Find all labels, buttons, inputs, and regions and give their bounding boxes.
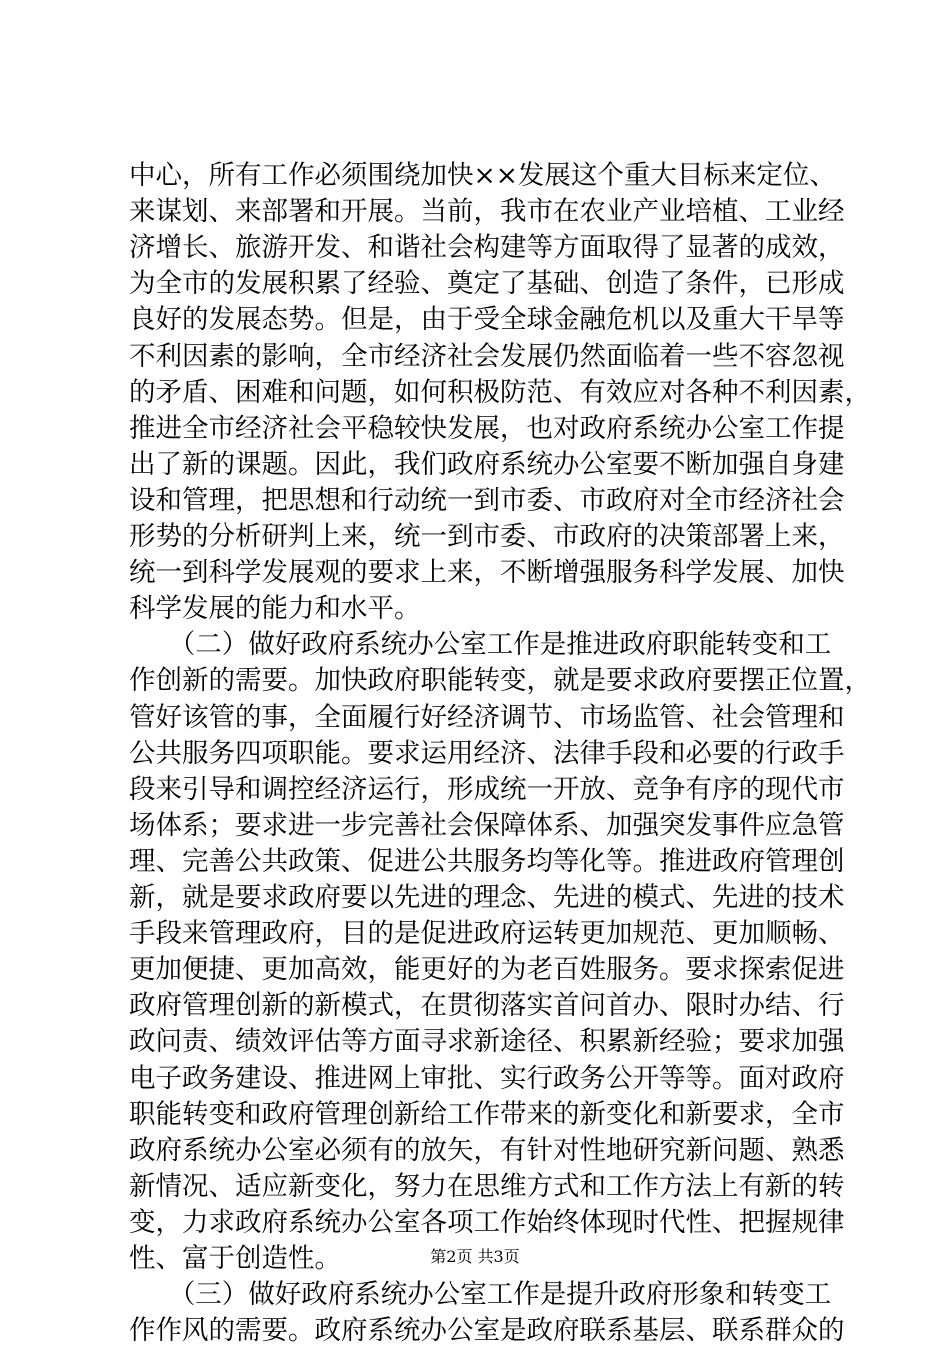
text-line: （三）做好政府系统办公室工作是提升政府形象和转变工	[129, 1279, 832, 1311]
text-line: 场体系；要求进一步完善社会保障体系、加强突发事件应急管	[129, 809, 845, 841]
text-line: 设和管理，把思想和行动统一到市委、市政府对全市经济社会	[129, 484, 845, 516]
text-line: 推进全市经济社会平稳较快发展，也对政府系统办公室工作提	[129, 412, 845, 444]
text-line: 统一到科学发展观的要求上来，不断增强服务科学发展、加快	[129, 557, 845, 589]
text-line: 电子政务建设、推进网上审批、实行政务公开等等。面对政府	[129, 1062, 845, 1094]
text-line: 中心，所有工作必须围绕加快××发展这个重大目标来定位、	[129, 160, 836, 191]
text-line: 变，力求政府系统办公室各项工作始终体现时代性、把握规律	[129, 1206, 845, 1238]
text-line: 科学发展的能力和水平。	[129, 593, 421, 625]
text-line: 职能转变和政府管理创新给工作带来的新变化和新要求，全市	[129, 1098, 845, 1130]
text-line: 理、完善公共政策、促进公共服务均等化等。推进政府管理创	[129, 845, 845, 877]
page-footer: 第2页 共3页	[430, 1247, 520, 1266]
text-line: 性、富于创造性。	[129, 1243, 341, 1274]
text-line: 出了新的课题。因此，我们政府系统办公室要不断加强自身建	[129, 448, 845, 480]
text-line: 段来引导和调控经济运行，形成统一开放、竞争有序的现代市	[129, 773, 845, 805]
text-line: 政问责、绩效评估等方面寻求新途径、积累新经验；要求加强	[129, 1026, 845, 1058]
text-line: 济增长、旅游开发、和谐社会构建等方面取得了显著的成效，	[129, 232, 845, 264]
text-line: 作作风的需要。政府系统办公室是政府联系基层、联系群众的	[129, 1315, 845, 1347]
text-line: 管好该管的事，全面履行好经济调节、市场监管、社会管理和	[129, 701, 845, 733]
text-line: 公共服务四项职能。要求运用经济、法律手段和必要的行政手	[129, 737, 845, 769]
text-line: 作创新的需要。加快政府职能转变，就是要求政府要摆正位置，	[129, 665, 871, 697]
text-line: 来谋划、来部署和开展。当前，我市在农业产业培植、工业经	[129, 196, 845, 228]
text-line: （二）做好政府系统办公室工作是推进政府职能转变和工	[129, 629, 832, 661]
text-line: 新，就是要求政府要以先进的理念、先进的模式、先进的技术	[129, 882, 845, 913]
text-line: 形势的分析研判上来，统一到市委、市政府的决策部署上来，	[129, 521, 845, 552]
text-line: 政府管理创新的新模式，在贯彻落实首问首办、限时办结、行	[129, 990, 845, 1022]
text-line: 更加便捷、更加高效，能更好的为老百姓服务。要求探索促进	[129, 954, 845, 986]
text-line: 手段来管理政府，目的是促进政府运转更加规范、更加顺畅、	[129, 918, 845, 950]
text-line: 政府系统办公室必须有的放矢，有针对性地研究新问题、熟悉	[129, 1134, 845, 1166]
text-line: 的矛盾、困难和问题，如何积极防范、有效应对各种不利因素，	[129, 376, 871, 408]
text-line: 新情况、适应新变化，努力在思维方式和工作方法上有新的转	[129, 1170, 845, 1202]
text-line: 为全市的发展积累了经验、奠定了基础、创造了条件，已形成	[129, 268, 845, 300]
text-line: 不利因素的影响，全市经济社会发展仍然面临着一些不容忽视	[129, 340, 845, 372]
text-line: 良好的发展态势。但是，由于受全球金融危机以及重大干旱等	[129, 304, 845, 336]
